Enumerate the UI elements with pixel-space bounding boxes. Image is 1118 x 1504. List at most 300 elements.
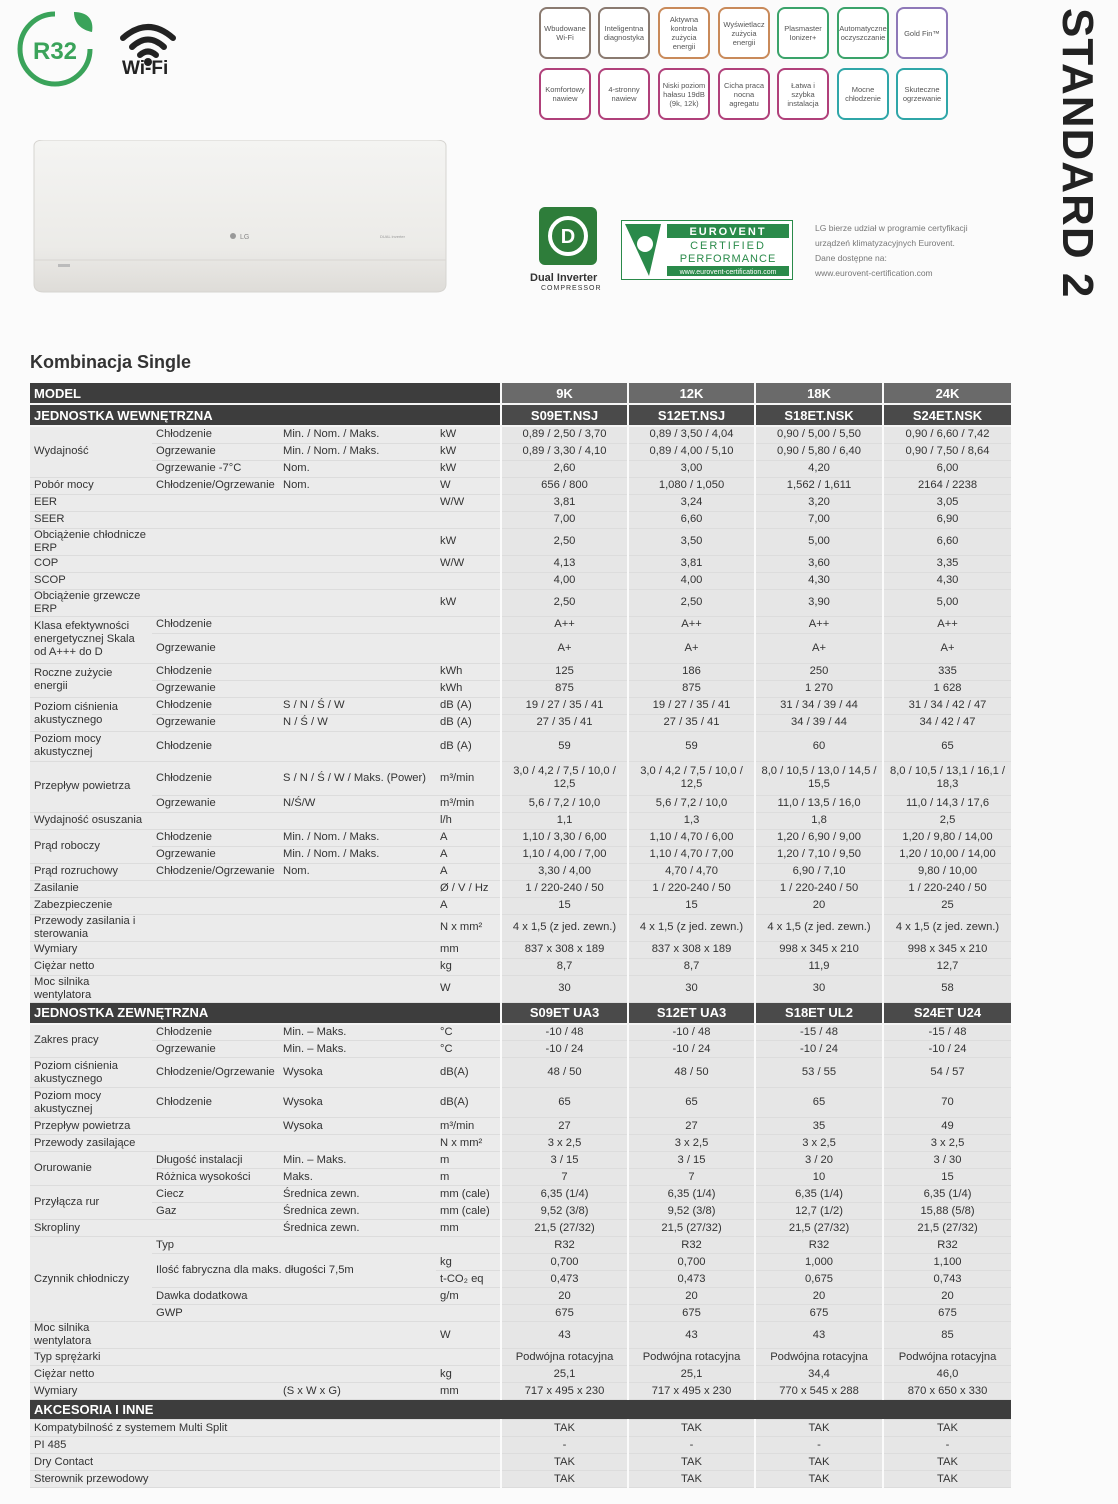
row-condition: Nom. <box>279 477 436 494</box>
row-value: 875 <box>628 680 755 697</box>
row-value: 70 <box>883 1088 1011 1118</box>
row-value: 3,20 <box>755 494 883 511</box>
row-value: 717 x 495 x 230 <box>501 1383 628 1400</box>
row-value: 875 <box>501 680 628 697</box>
row-value: -10 / 24 <box>501 1041 628 1058</box>
feature-icon: Wbudowane Wi-Fi <box>539 7 591 59</box>
table-row <box>30 1118 1011 1135</box>
row-label: Wydajność osuszania <box>30 812 152 829</box>
row-condition <box>279 812 436 829</box>
row-value: 30 <box>628 975 755 1002</box>
row-sublabel: Ogrzewanie <box>152 795 279 812</box>
row-condition <box>279 494 436 511</box>
row-value: A+ <box>883 633 1011 663</box>
row-value: 4 x 1,5 (z jed. zewn.) <box>755 914 883 941</box>
row-label: Poziom ciśnienia akustycznego <box>30 697 152 731</box>
row-value: 20 <box>628 1288 755 1305</box>
certification-note-line: LG bierze udział w programie certyfikacji <box>815 223 968 233</box>
table-row <box>30 812 1011 829</box>
row-sublabel: Ogrzewanie <box>152 714 279 731</box>
row-unit: °C <box>436 1041 501 1058</box>
row-value: R32 <box>883 1237 1011 1254</box>
row-value: TAK <box>755 1454 883 1471</box>
row-value: 2,50 <box>628 589 755 616</box>
row-label: Ciężar netto <box>30 958 152 975</box>
row-value: TAK <box>628 1420 755 1437</box>
table-row <box>30 572 1011 589</box>
table-row <box>30 1383 1011 1400</box>
row-value: 837 x 308 x 189 <box>501 941 628 958</box>
row-value: 15,88 (5/8) <box>883 1203 1011 1220</box>
table-row <box>30 494 1011 511</box>
table-row <box>30 975 1011 1002</box>
row-value: 1,20 / 10,00 / 14,00 <box>883 846 1011 863</box>
row-sublabel <box>152 958 279 975</box>
row-value: 3 x 2,5 <box>883 1135 1011 1152</box>
row-value: R32 <box>628 1237 755 1254</box>
row-value: 11,9 <box>755 958 883 975</box>
eurovent-line3: PERFORMANCE <box>679 253 777 265</box>
table-row <box>30 616 1011 633</box>
row-value: 1 / 220-240 / 50 <box>628 880 755 897</box>
feature-icon: Komfortowy nawiew <box>539 68 591 120</box>
row-value: 1,10 / 3,30 / 6,00 <box>501 829 628 846</box>
table-header-row <box>30 383 1011 404</box>
row-value: 43 <box>755 1322 883 1349</box>
table-row <box>30 880 1011 897</box>
header-label: JEDNOSTKA ZEWNĘTRZNA <box>30 1002 501 1024</box>
row-value: 5,00 <box>883 589 1011 616</box>
row-sublabel: Długość instalacji <box>152 1152 279 1169</box>
table-row <box>30 1237 1011 1254</box>
row-label: COP <box>30 555 152 572</box>
row-label: Czynnik chłodniczy <box>30 1237 152 1322</box>
row-sublabel <box>152 494 279 511</box>
header-value: S24ET U24 <box>883 1002 1011 1024</box>
header-value: 18K <box>755 383 883 404</box>
row-value: 7 <box>628 1169 755 1186</box>
row-condition <box>279 1135 436 1152</box>
row-condition <box>279 680 436 697</box>
spec-table <box>30 383 1011 1488</box>
table-row <box>30 829 1011 846</box>
row-value: -10 / 24 <box>883 1041 1011 1058</box>
row-sublabel: Dawka dodatkowa <box>152 1288 279 1305</box>
table-row <box>30 897 1011 914</box>
row-sublabel: Ogrzewanie -7°C <box>152 460 279 477</box>
row-value: 1,3 <box>628 812 755 829</box>
row-value: 48 / 50 <box>628 1058 755 1088</box>
row-value: A++ <box>755 616 883 633</box>
row-value: 0,90 / 6,60 / 7,42 <box>883 426 1011 443</box>
feature-icon: Plasmaster Ionizer+ <box>777 7 829 59</box>
row-sublabel <box>152 1366 279 1383</box>
row-sublabel <box>152 589 279 616</box>
row-unit: A <box>436 863 501 880</box>
row-sublabel: Ogrzewanie <box>152 443 279 460</box>
table-header-row <box>30 404 1011 426</box>
row-value: A++ <box>628 616 755 633</box>
feature-icon: Mocne chłodzenie <box>837 68 889 120</box>
table-row <box>30 426 1011 443</box>
row-value: 20 <box>501 1288 628 1305</box>
row-condition <box>279 589 436 616</box>
row-label: PI 485 <box>30 1437 501 1454</box>
row-value: -10 / 24 <box>628 1041 755 1058</box>
row-unit: m <box>436 1169 501 1186</box>
row-value: 3,35 <box>883 555 1011 572</box>
table-row <box>30 714 1011 731</box>
row-value: 5,00 <box>755 528 883 555</box>
row-value: 65 <box>501 1088 628 1118</box>
row-label: Zakres pracy <box>30 1024 152 1058</box>
row-condition: Wysoka <box>279 1118 436 1135</box>
row-unit: l/h <box>436 812 501 829</box>
row-unit <box>436 633 501 663</box>
row-value: 21,5 (27/32) <box>628 1220 755 1237</box>
row-unit: N x mm² <box>436 1135 501 1152</box>
row-sublabel: Chłodzenie/Ogrzewanie <box>152 477 279 494</box>
row-unit: m³/min <box>436 795 501 812</box>
row-value: 6,60 <box>883 528 1011 555</box>
row-condition <box>279 1237 436 1254</box>
row-value: 3 x 2,5 <box>501 1135 628 1152</box>
row-value: 3,81 <box>501 494 628 511</box>
row-unit: kg <box>436 958 501 975</box>
row-value: 25 <box>883 897 1011 914</box>
row-label: Kompatybilność z systemem Multi Split <box>30 1420 501 1437</box>
feature-icon: Łatwa i szybka instalacja <box>777 68 829 120</box>
row-value: 59 <box>628 731 755 761</box>
row-value: 25,1 <box>501 1366 628 1383</box>
row-label: Roczne zużycie energii <box>30 663 152 697</box>
table-row <box>30 1305 1011 1322</box>
table-row <box>30 731 1011 761</box>
row-value: TAK <box>883 1454 1011 1471</box>
row-value: 4,70 / 4,70 <box>628 863 755 880</box>
row-value: 0,90 / 7,50 / 8,64 <box>883 443 1011 460</box>
row-condition: Min. / Nom. / Maks. <box>279 443 436 460</box>
row-condition: S / N / Ś / W <box>279 697 436 714</box>
row-value: 2,50 <box>501 589 628 616</box>
row-label: Poziom ciśnienia akustycznego <box>30 1058 152 1088</box>
row-sublabel <box>152 880 279 897</box>
row-label: Skropliny <box>30 1220 152 1237</box>
row-condition: Nom. <box>279 863 436 880</box>
row-value: 3,00 <box>628 460 755 477</box>
row-label: Przewody zasilające <box>30 1135 152 1152</box>
row-value: 3 / 15 <box>501 1152 628 1169</box>
row-value: 15 <box>501 897 628 914</box>
table-row <box>30 1135 1011 1152</box>
row-value: - <box>628 1437 755 1454</box>
row-value: 1,10 / 4,70 / 7,00 <box>628 846 755 863</box>
row-value: 5,6 / 7,2 / 10,0 <box>501 795 628 812</box>
row-unit: kg <box>436 1366 501 1383</box>
row-value: 11,0 / 13,5 / 16,0 <box>755 795 883 812</box>
row-value: 11,0 / 14,3 / 17,6 <box>883 795 1011 812</box>
row-sublabel: Chłodzenie <box>152 731 279 761</box>
row-value: 0,700 <box>628 1254 755 1271</box>
row-value: 27 / 35 / 41 <box>628 714 755 731</box>
feature-icon: Aktywna kontrola zużycia energii <box>658 7 710 59</box>
row-label: Obciążenie grzewcze ERP <box>30 589 152 616</box>
row-value: -15 / 48 <box>883 1024 1011 1041</box>
row-condition <box>279 958 436 975</box>
row-sublabel: Ogrzewanie <box>152 1041 279 1058</box>
row-value: TAK <box>628 1471 755 1488</box>
row-sublabel: Chłodzenie <box>152 616 279 633</box>
row-unit: A <box>436 829 501 846</box>
row-label: SCOP <box>30 572 152 589</box>
header-value: S09ET.NSJ <box>501 404 628 426</box>
row-value: 21,5 (27/32) <box>883 1220 1011 1237</box>
table-row <box>30 1454 1011 1471</box>
row-value: 8,7 <box>501 958 628 975</box>
row-value: 675 <box>628 1305 755 1322</box>
row-value: TAK <box>501 1454 628 1471</box>
row-label: Prąd roboczy <box>30 829 152 863</box>
row-unit: W <box>436 975 501 1002</box>
section-title: Kombinacja Single <box>30 352 192 372</box>
row-value: A++ <box>883 616 1011 633</box>
row-value: R32 <box>501 1237 628 1254</box>
row-value: 34 / 39 / 44 <box>755 714 883 731</box>
row-unit: dB (A) <box>436 697 501 714</box>
row-condition: Średnica zewn. <box>279 1220 436 1237</box>
row-label: Wydajność <box>30 426 152 477</box>
row-sublabel: Chłodzenie <box>152 663 279 680</box>
row-value: 27 <box>501 1118 628 1135</box>
header-value: S18ET.NSK <box>755 404 883 426</box>
row-value: 1,1 <box>501 812 628 829</box>
row-unit <box>436 572 501 589</box>
row-unit: m <box>436 1152 501 1169</box>
row-unit: mm (cale) <box>436 1203 501 1220</box>
row-unit <box>436 1237 501 1254</box>
row-value: 27 <box>628 1118 755 1135</box>
indoor-unit-brand: LG <box>240 234 250 241</box>
row-value: 43 <box>501 1322 628 1349</box>
feature-icon: Skuteczne ogrzewanie <box>896 68 948 120</box>
table-row <box>30 633 1011 663</box>
row-unit: mm <box>436 1383 501 1400</box>
table-row <box>30 1420 1011 1437</box>
row-condition <box>279 975 436 1002</box>
row-value: 1,20 / 6,90 / 9,00 <box>755 829 883 846</box>
row-value: A+ <box>628 633 755 663</box>
row-unit: mm <box>436 941 501 958</box>
row-condition <box>279 897 436 914</box>
row-sublabel: Ilość fabryczna dla maks. długości 7,5m <box>152 1254 436 1288</box>
row-unit: kW <box>436 443 501 460</box>
row-value: 3 / 15 <box>628 1152 755 1169</box>
row-unit: °C <box>436 1024 501 1041</box>
feature-icon: Niski poziom hałasu 19dB (9k, 12k) <box>658 68 710 120</box>
row-label: Przyłącza rur <box>30 1186 152 1220</box>
row-condition <box>279 633 436 663</box>
table-row <box>30 1349 1011 1366</box>
row-value: 54 / 57 <box>883 1058 1011 1088</box>
row-value: 675 <box>883 1305 1011 1322</box>
row-value: 19 / 27 / 35 / 41 <box>628 697 755 714</box>
row-value: 12,7 (1/2) <box>755 1203 883 1220</box>
row-value: 58 <box>883 975 1011 1002</box>
row-value: 3,24 <box>628 494 755 511</box>
row-value: TAK <box>628 1454 755 1471</box>
header-value: S12ET.NSJ <box>628 404 755 426</box>
row-value: 34 / 42 / 47 <box>883 714 1011 731</box>
row-label: Pobór mocy <box>30 477 152 494</box>
row-value: 5,6 / 7,2 / 10,0 <box>628 795 755 812</box>
feature-icon: Inteligentna diagnostyka <box>598 7 650 59</box>
row-condition <box>279 731 436 761</box>
row-sublabel <box>152 1135 279 1152</box>
feature-icon: Wyświetlacz zużycia energii <box>718 7 770 59</box>
row-value: 1 / 220-240 / 50 <box>883 880 1011 897</box>
row-condition: Min. – Maks. <box>279 1041 436 1058</box>
row-value: 8,7 <box>628 958 755 975</box>
row-sublabel: Ogrzewanie <box>152 846 279 863</box>
row-condition <box>279 1349 436 1366</box>
row-unit: m³/min <box>436 1118 501 1135</box>
row-value: 4,30 <box>883 572 1011 589</box>
row-value: 4 x 1,5 (z jed. zewn.) <box>501 914 628 941</box>
row-value: 870 x 650 x 330 <box>883 1383 1011 1400</box>
row-value: 1,20 / 9,80 / 14,00 <box>883 829 1011 846</box>
row-value: 1 270 <box>755 680 883 697</box>
row-value: 4,13 <box>501 555 628 572</box>
row-unit: dB(A) <box>436 1058 501 1088</box>
row-condition <box>279 555 436 572</box>
header-value: S24ET.NSK <box>883 404 1011 426</box>
row-value: TAK <box>755 1471 883 1488</box>
row-value: 4 x 1,5 (z jed. zewn.) <box>628 914 755 941</box>
row-label: Orurowanie <box>30 1152 152 1186</box>
row-label: Poziom mocy akustycznej <box>30 1088 152 1118</box>
row-sublabel: Typ <box>152 1237 279 1254</box>
table-row <box>30 1437 1011 1454</box>
dual-inverter-title: Dual Inverter <box>530 272 598 284</box>
row-value: - <box>755 1437 883 1454</box>
row-value: 6,35 (1/4) <box>883 1186 1011 1203</box>
row-value: 3 x 2,5 <box>755 1135 883 1152</box>
row-value: -15 / 48 <box>755 1024 883 1041</box>
row-condition <box>279 1322 436 1349</box>
series-title-container <box>1050 8 1104 298</box>
row-sublabel: Chłodzenie <box>152 426 279 443</box>
row-condition: Średnica zewn. <box>279 1203 436 1220</box>
row-unit: kW <box>436 426 501 443</box>
row-label: Przepływ powietrza <box>30 1118 152 1135</box>
row-sublabel <box>152 555 279 572</box>
row-value: TAK <box>883 1471 1011 1488</box>
row-value: TAK <box>755 1420 883 1437</box>
table-row <box>30 1041 1011 1058</box>
row-unit <box>436 616 501 633</box>
row-label: Wymiary <box>30 1383 152 1400</box>
row-value: 6,35 (1/4) <box>628 1186 755 1203</box>
row-value: 186 <box>628 663 755 680</box>
header-value: 9K <box>501 383 628 404</box>
table-row <box>30 1088 1011 1118</box>
row-value: 19 / 27 / 35 / 41 <box>501 697 628 714</box>
row-value: 12,7 <box>883 958 1011 975</box>
row-unit: g/m <box>436 1288 501 1305</box>
row-unit <box>436 511 501 528</box>
row-condition: Maks. <box>279 1169 436 1186</box>
row-value: 1,100 <box>883 1254 1011 1271</box>
row-value: 15 <box>883 1169 1011 1186</box>
row-value: 59 <box>501 731 628 761</box>
row-condition <box>279 880 436 897</box>
row-value: 65 <box>628 1088 755 1118</box>
row-condition <box>279 941 436 958</box>
row-value: 48 / 50 <box>501 1058 628 1088</box>
row-sublabel <box>152 528 279 555</box>
row-value: 0,473 <box>501 1271 628 1288</box>
row-unit: kW <box>436 460 501 477</box>
row-value: A+ <box>501 633 628 663</box>
row-value: 20 <box>755 1288 883 1305</box>
row-value: 8,0 / 10,5 / 13,0 / 14,5 / 15,5 <box>755 761 883 795</box>
row-value: 6,00 <box>883 460 1011 477</box>
table-row <box>30 1471 1011 1488</box>
row-value: 3,05 <box>883 494 1011 511</box>
row-value: 53 / 55 <box>755 1058 883 1088</box>
row-value: - <box>501 1437 628 1454</box>
row-value: 3,30 / 4,00 <box>501 863 628 880</box>
row-value: 998 x 345 x 210 <box>755 941 883 958</box>
row-value: Podwójna rotacyjna <box>755 1349 883 1366</box>
row-sublabel <box>152 975 279 1002</box>
row-condition <box>279 1288 436 1305</box>
row-value: 3,90 <box>755 589 883 616</box>
row-condition: Min. / Nom. / Maks. <box>279 829 436 846</box>
row-value: 31 / 34 / 42 / 47 <box>883 697 1011 714</box>
row-condition: S / N / Ś / W / Maks. (Power) <box>279 761 436 795</box>
row-sublabel <box>152 812 279 829</box>
row-label: SEER <box>30 511 152 528</box>
table-row <box>30 1220 1011 1237</box>
dual-inverter-subtitle: COMPRESSOR <box>541 285 602 292</box>
row-value: 3 / 30 <box>883 1152 1011 1169</box>
row-value: 998 x 345 x 210 <box>883 941 1011 958</box>
row-value: 770 x 545 x 288 <box>755 1383 883 1400</box>
row-sublabel <box>152 1322 279 1349</box>
row-unit: t-CO₂ eq <box>436 1271 501 1288</box>
row-value: TAK <box>883 1420 1011 1437</box>
row-value: 6,90 <box>883 511 1011 528</box>
row-value: 46,0 <box>883 1366 1011 1383</box>
row-value: - <box>883 1437 1011 1454</box>
row-sublabel <box>152 897 279 914</box>
row-unit: dB(A) <box>436 1088 501 1118</box>
row-condition: (S x W x G) <box>279 1383 436 1400</box>
row-value: 837 x 308 x 189 <box>628 941 755 958</box>
header-label: MODEL <box>30 383 501 404</box>
table-row <box>30 555 1011 572</box>
r32-logo <box>12 6 98 92</box>
row-sublabel: Chłodzenie/Ogrzewanie <box>152 863 279 880</box>
indoor-unit-label: DUAL inverter <box>380 234 405 239</box>
feature-icon: Automatyczne oczyszczanie <box>837 7 889 59</box>
row-value: 0,90 / 5,00 / 5,50 <box>755 426 883 443</box>
row-value: 0,675 <box>755 1271 883 1288</box>
row-sublabel <box>152 1383 279 1400</box>
row-label: Zasilanie <box>30 880 152 897</box>
row-value: 30 <box>501 975 628 1002</box>
